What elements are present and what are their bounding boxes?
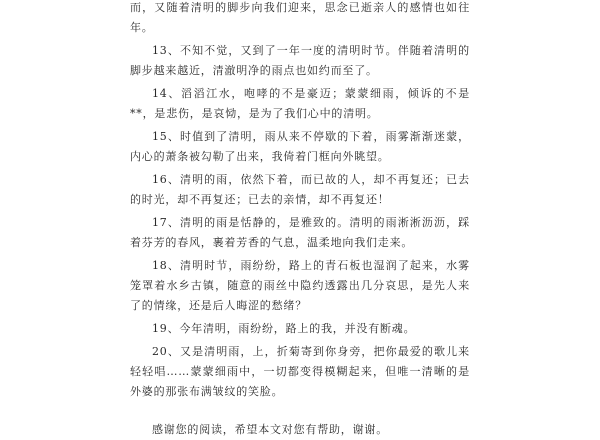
- document-page: [130, 0, 470, 436]
- closing-note: 感谢您的阅读，希望本文对您有帮助，谢谢。: [152, 423, 388, 436]
- paragraph-15: 15、时值到了清明，雨从来不停歇的下着，雨雾渐渐迷蒙，内心的萧条被勾勒了出来，我倚着门框向外眺望。: [130, 130, 470, 163]
- paragraph-14: 14、滔滔江水，咆哮的不是豪迈；蒙蒙细雨，倾诉的不是**，是悲伤，是哀恸，是为了我们心中的清明。: [130, 87, 470, 120]
- paragraph-16: 16、清明的雨，依然下着，而已故的人，却不再复还；已去的时光，却不再复还；已去的亲情，却不再复还！: [130, 173, 470, 206]
- paragraph-20: 20、又是清明雨，上，折菊寄到你身旁，把你最爱的歌儿来轻轻唱……蒙蒙细雨中，一切都变得模糊起来，但唯一清晰的是外婆的那张布满皱纹的笑脸。: [130, 345, 470, 398]
- paragraph-17: 17、清明的雨是恬静的，是雅致的。清明的雨淅淅沥沥，踩着芬芳的春风，裹着芳香的气息，温柔地向我们走来。: [130, 216, 470, 249]
- paragraph-18: 18、清明时节，雨纷纷，路上的青石板也湿润了起来，水雾笼罩着水乡古镇，随意的雨丝中隐约透露出几分哀思，是先人来了的情缘，还是后人晦涩的愁绪？: [130, 259, 470, 312]
- paragraph-19: 19、今年清明，雨纷纷，路上的我，并没有断魂。: [152, 322, 416, 335]
- paragraph-12-tail: 而，又随着清明的脚步向我们迎来，思念已逝亲人的感情也如往年。: [130, 1, 470, 34]
- paragraph-13: 13、不知不觉，又到了一年一度的清明时节。伴随着清明的脚步越来越近，清澈明净的雨点也如约而至了。: [130, 44, 470, 77]
